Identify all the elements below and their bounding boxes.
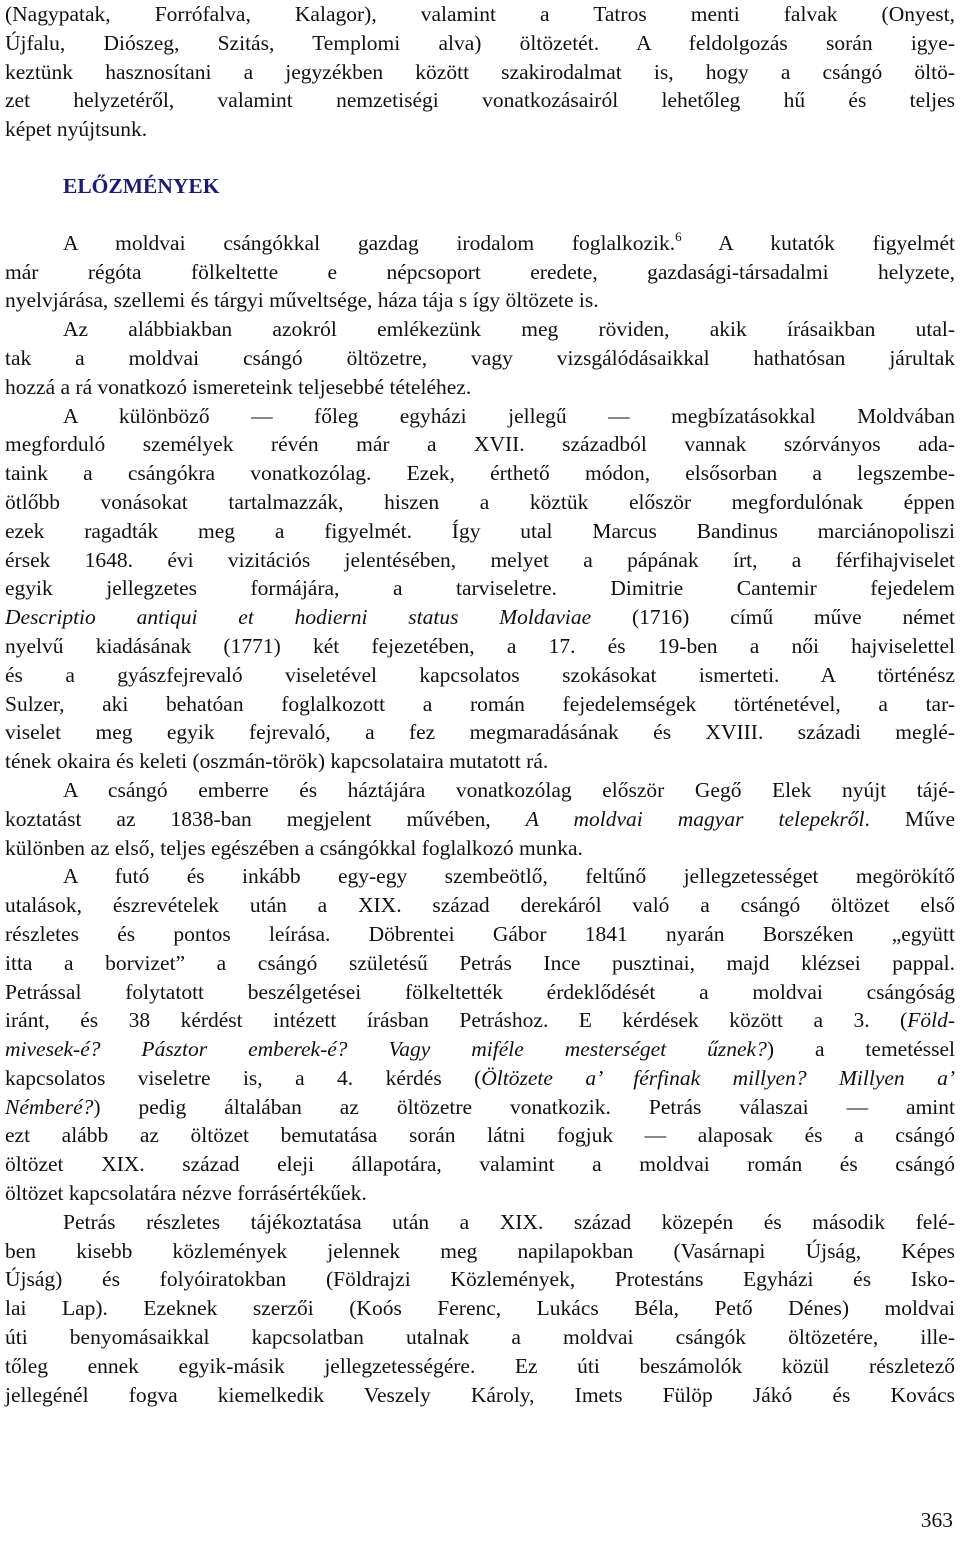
quoted-question: Öltözete a’ férfinak millyen? Millyen a’ bbox=[481, 1065, 956, 1090]
text-line bbox=[5, 603, 955, 632]
text-line bbox=[5, 805, 955, 834]
intro-paragraph bbox=[5, 0, 955, 144]
footnote-marker: 6 bbox=[675, 228, 682, 244]
paragraph-6 bbox=[5, 1208, 955, 1410]
text-line: ezek ragadták meg a figyelmét. Így utal Marcus Bandinus marciánopoliszi bbox=[5, 518, 955, 543]
text-line: tak a moldvai csángó öltözetre, vagy vizsgálódásaikkal hathatósan járultak bbox=[5, 345, 955, 370]
paragraph-4 bbox=[5, 776, 955, 862]
text-line: A különböző — főleg egyházi jellegű — megbízatásokkal Moldvában bbox=[63, 403, 955, 428]
text-line: részletes és pontos leírása. Döbrentei Gábor 1841 nyarán Borszéken „együtt bbox=[5, 921, 955, 946]
text-span: koztatást az 1838-ban megjelent művében, bbox=[5, 806, 526, 831]
text-line: Sulzer, aki behatóan foglalkozott a román fejedelemségek történetével, a tar- bbox=[5, 691, 955, 716]
text-span: . Műve bbox=[864, 806, 955, 831]
text-line bbox=[5, 229, 955, 258]
text-span: kapcsolatos viseletre is, a 4. kérdés ( bbox=[5, 1065, 482, 1090]
book-title: Descriptio antiqui et hodierni status Moldaviae bbox=[5, 605, 592, 630]
text-span: (1716) című műve német bbox=[591, 605, 955, 630]
document-page bbox=[5, 0, 955, 1409]
text-span: A moldvai csángókkal gazdag irodalom foglalkozik. bbox=[63, 230, 676, 255]
quoted-question: mivesek-é? Pásztor emberek-é? Vagy miféle mesterséget űznek? bbox=[5, 1037, 767, 1062]
book-title: A moldvai magyar telepekről bbox=[525, 806, 865, 831]
paragraph-2 bbox=[5, 315, 955, 401]
text-line: ötlőbb vonásokat tartalmazzák, hiszen a köztük először megfordulónak éppen bbox=[5, 489, 955, 514]
text-line: képet nyújtsunk. bbox=[5, 117, 148, 142]
paragraph-1 bbox=[5, 229, 955, 315]
text-line: tőleg ennek egyik-másik jellegzetességére. Ez úti beszámolók közül részletező bbox=[5, 1353, 955, 1378]
text-line: jellegénél fogva kiemelkedik Veszely Károly, Imets Fülöp Jákó és Kovács bbox=[5, 1382, 955, 1407]
text-line: utalások, észrevételek után a XIX. század derekáról való a csángó öltözet első bbox=[5, 893, 955, 918]
text-line: Újfalu, Diószeg, Szitás, Templomi alva) öltözetét. A feldolgozás során igye- bbox=[5, 30, 955, 55]
text-line: nyelvjárása, szellemi és tárgyi műveltsége, háza tája s így öltözete is. bbox=[5, 288, 599, 313]
text-line: Petrás részletes tájékoztatása után a XIX. század közepén és második felé- bbox=[63, 1209, 955, 1234]
text-line: taink a csángókra vonatkozólag. Ezek, érthető módon, elsősorban a legszembe- bbox=[5, 461, 955, 486]
text-line: öltözet XIX. század eleji állapotára, valamint a moldvai román és csángó bbox=[5, 1152, 955, 1177]
text-line: hozzá a rá vonatkozó ismereteink teljesebbé tételéhez. bbox=[5, 374, 472, 399]
text-line: zet helyzetéről, valamint nemzetiségi vonatkozásairól lehetőleg hű és teljes bbox=[5, 88, 955, 113]
text-line: már régóta fölkeltette e népcsoport eredete, gazdasági-társadalmi helyzete, bbox=[5, 259, 955, 284]
text-line: keztünk hasznosítani a jegyzékben között szakirodalmat is, hogy a csángó öltö- bbox=[5, 59, 955, 84]
text-line: nyelvű kiadásának (1771) két fejezetében, a 17. és 19-ben a női hajviselettel bbox=[5, 633, 955, 658]
text-line bbox=[5, 1035, 955, 1064]
text-line: egyik jellegzetes formájára, a tarviseletre. Dimitrie Cantemir fejedelem bbox=[5, 576, 955, 601]
text-line: úti benyomásaikkal kapcsolatban utalnak a moldvai csángók öltözetére, ille- bbox=[5, 1325, 955, 1350]
quoted-question: Föld- bbox=[907, 1008, 955, 1033]
text-line: öltözet kapcsolatára nézve forrásértékűek. bbox=[5, 1181, 367, 1206]
text-line: lai Lap). Ezeknek szerzői (Koós Ferenc, Lukács Béla, Pető Dénes) moldvai bbox=[5, 1296, 955, 1321]
text-line: ben kisebb közlemények jelennek meg napilapokban (Vasárnapi Újság, Képes bbox=[5, 1238, 955, 1263]
text-line bbox=[5, 1064, 955, 1093]
text-line: tének okaira és keleti (oszmán-török) kapcsolataira mutatott rá. bbox=[5, 749, 549, 774]
text-span: ) a temetéssel bbox=[766, 1037, 955, 1062]
text-line: (Nagypatak, Forrófalva, Kalagor), valamint a Tatros menti falvak (Onyest, bbox=[5, 2, 955, 26]
paragraph-3 bbox=[5, 402, 955, 776]
text-span: ) pedig általában az öltözetre vonatkozik. Petrás válaszai — amint bbox=[93, 1094, 955, 1119]
text-line: érsek 1648. évi vizitációs jelentésében, melyet a pápának írt, a férfihajviselet bbox=[5, 547, 955, 572]
text-line: itta a borvizet” a csángó születésű Petrás Ince pusztinai, majd klézsei pappal. bbox=[5, 950, 955, 975]
paragraph-5 bbox=[5, 862, 955, 1208]
text-line: A csángó emberre és háztájára vonatkozólag először Gegő Elek nyújt tájé- bbox=[63, 777, 955, 802]
text-line: Petrással folytatott beszélgetései fölkeltették érdeklődését a moldvai csángóság bbox=[5, 979, 955, 1004]
text-span: A kutatók figyelmét bbox=[681, 230, 955, 255]
text-line: megforduló személyek révén már a XVII. századból vannak szórványos ada- bbox=[5, 432, 955, 457]
text-line: A futó és inkább egy-egy szembeötlő, feltűnő jellegzetességet megörökítő bbox=[63, 864, 955, 889]
text-line: különben az első, teljes egészében a csángókkal foglalkozó munka. bbox=[5, 835, 583, 860]
page-number: 363 bbox=[920, 1508, 953, 1532]
quoted-question: Némberé? bbox=[5, 1094, 94, 1119]
text-line: viselet meg egyik fejrevaló, a fez megmaradásának és XVIII. századi meglé- bbox=[5, 720, 955, 745]
text-line bbox=[5, 1093, 955, 1122]
text-line: ezt alább az öltözet bemutatása során látni fogjuk — alaposak és a csángó bbox=[5, 1123, 955, 1148]
text-line: és a gyászfejrevaló viseletével kapcsolatos szokásokat ismerteti. A történész bbox=[5, 662, 955, 687]
text-line: Újság) és folyóiratokban (Földrajzi Közlemények, Protestáns Egyházi és Isko- bbox=[5, 1267, 955, 1292]
section-heading: ELŐZMÉNYEK bbox=[63, 173, 220, 198]
text-span: iránt, és 38 kérdést intézett írásban Petráshoz. E kérdések között a 3. ( bbox=[5, 1008, 908, 1033]
text-line: Az alábbiakban azokról emlékezünk meg röviden, akik írásaikban utal- bbox=[63, 317, 955, 342]
text-line bbox=[5, 1006, 955, 1035]
